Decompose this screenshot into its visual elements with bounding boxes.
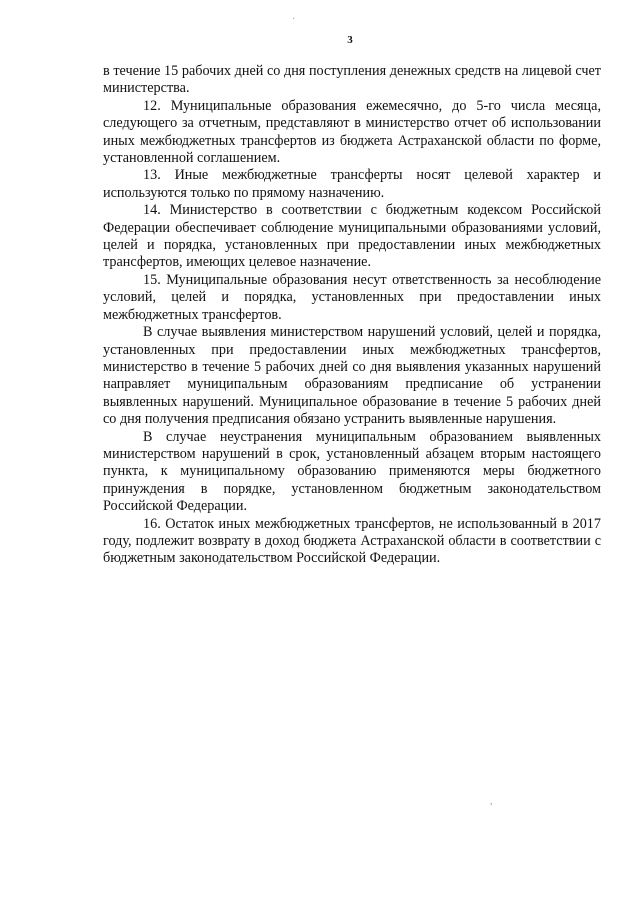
scan-speck: , (490, 796, 493, 807)
paragraph-15-enforcement: В случае неустранения муниципальным образованием выявленных министерством нарушений в срок, установленный абзацем вторым настоящего пункта, к муниципальному образованию применяются меры бюджетного принуждения в порядке, установленном бюджетным законодательством Российской Федерации. (103, 428, 601, 515)
scan-speck: · (292, 14, 296, 25)
paragraph-15: 15. Муниципальные образования несут ответственность за несоблюдение условий, целей и порядка, установленных при предоставлении иных межбюджетных трансфертов. (103, 271, 601, 323)
paragraph-16: 16. Остаток иных межбюджетных трансфертов, не использованный в 2017 году, подлежит возврату в доход бюджета Астраханской области в соответствии с бюджетным законодательством Российской Федерации. (103, 515, 601, 567)
paragraph-14: 14. Министерство в соответствии с бюджетным кодексом Российской Федерации обеспечивает соблюдение муниципальными образованиями условий, целей и порядка, установленных при предоставлении иных межбюджетных трансфертов, имеющих целевое назначение. (103, 202, 601, 271)
paragraph-13: 13. Иные межбюджетные трансферты носят целевой характер и используются только по прямому назначению. (103, 167, 601, 201)
paragraph-12: 12. Муниципальные образования ежемесячно, до 5-го числа месяца, следующего за отчетным, представляют в министерство отчет об использовании иных межбюджетных трансфертов из бюджета Астраханской области по форме, установленной соглашением. (103, 97, 601, 167)
page-number: 3 (347, 34, 353, 46)
paragraph-continuation: в течение 15 рабочих дней со дня поступления денежных средств на лицевой счет министерства. (103, 63, 601, 97)
document-body (103, 63, 601, 568)
paragraph-15-violations: В случае выявления министерством нарушений условий, целей и порядка, установленных при предоставлении иных межбюджетных трансфертов, министерство в течение 5 рабочих дней со дня выявления указанных нарушений направляет муниципальным образованиям предписание об устранении выявленных нарушений. Муниципальное образование в течение 5 рабочих дней со дня получения предписания обязано устранить выявленные нарушения. (103, 324, 601, 428)
